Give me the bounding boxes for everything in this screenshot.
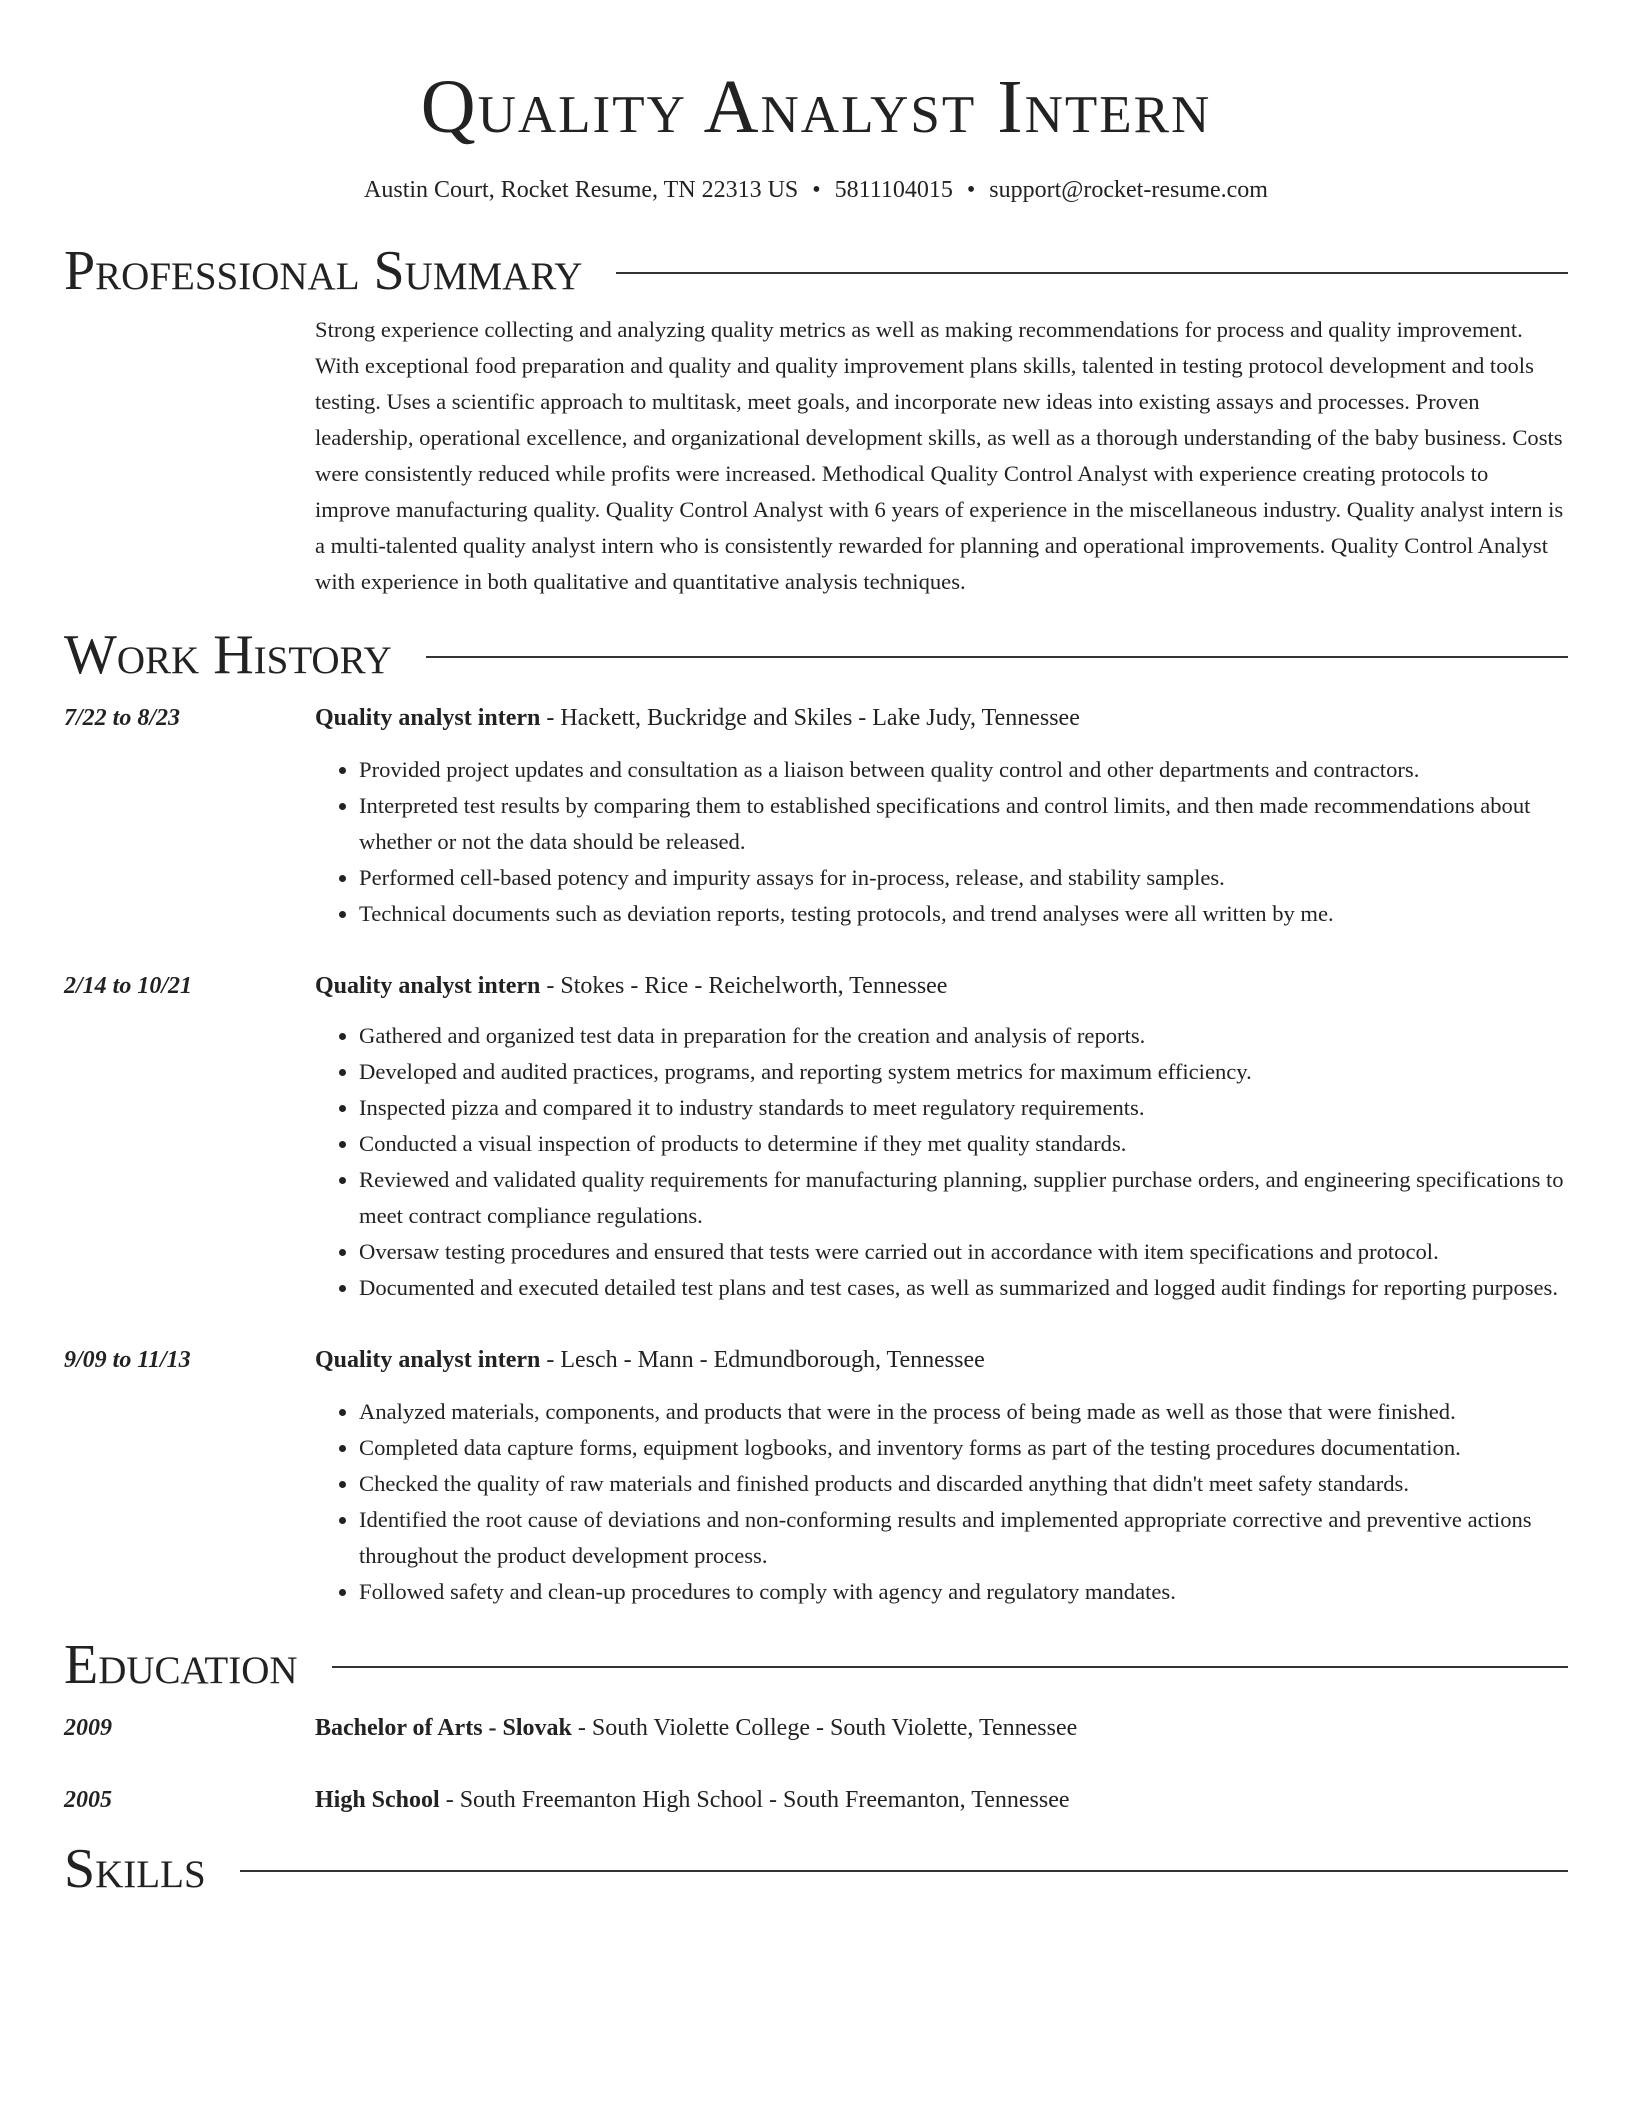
- job-details: - Hackett, Buckridge and Skiles - Lake Judy, Tennessee: [540, 705, 1080, 731]
- education-details: - South Freemanton High School - South Freemanton, Tennessee: [439, 1787, 1070, 1813]
- job-bullets: [315, 752, 1568, 932]
- job-bullet: • Documented and executed detailed test plans and test cases, as well as summarized and logged audit findings for reporting purposes.: [359, 1270, 1568, 1306]
- job-bullet: • Identified the root cause of deviations and non-conforming results and implemented appropriate corrective and preventive actions throughout the product development process.: [359, 1502, 1568, 1574]
- section-header-education: [64, 1634, 1568, 1696]
- resume-page: [64, 0, 1568, 1900]
- job-details: - Lesch - Mann - Edmundborough, Tennessee: [540, 1347, 985, 1373]
- section-header-work: [64, 624, 1568, 686]
- education-details: - South Violette College - South Violette, Tennessee: [571, 1715, 1078, 1741]
- job-bullet: • Technical documents such as deviation reports, testing protocols, and trend analyses were all written by me.: [359, 896, 1568, 932]
- job-body: [315, 970, 1568, 1306]
- education-year: 2009: [64, 1715, 112, 1741]
- job-bullet: • Gathered and organized test data in preparation for the creation and analysis of reports.: [359, 1018, 1568, 1054]
- job-heading: [315, 970, 1568, 1002]
- job-bullet: • Oversaw testing procedures and ensured that tests were carried out in accordance with item specifications and protocol.: [359, 1234, 1568, 1270]
- section-divider: [240, 1870, 1568, 1872]
- job-bullets: [315, 1394, 1568, 1610]
- section-title-education: Education: [64, 1634, 298, 1696]
- contact-separator: •: [812, 177, 821, 203]
- job-bullet: • Developed and audited practices, programs, and reporting system metrics for maximum efficiency.: [359, 1054, 1568, 1090]
- education-entry: [64, 1784, 1568, 1816]
- job-bullet: • Inspected pizza and compared it to industry standards to meet regulatory requirements.: [359, 1090, 1568, 1126]
- job-role: Quality analyst intern: [315, 973, 541, 999]
- job-role: Quality analyst intern: [315, 1347, 541, 1373]
- job-entry: [64, 702, 1568, 932]
- resume-name: Quality Analyst Intern: [420, 65, 1212, 149]
- section-header-summary: [64, 240, 1568, 302]
- job-role: Quality analyst intern: [315, 705, 541, 731]
- job-dates: 7/22 to 8/23: [64, 705, 181, 731]
- job-heading: [315, 1344, 1568, 1376]
- education-entry: [64, 1712, 1568, 1744]
- job-heading: [315, 702, 1568, 734]
- job-details: - Stokes - Rice - Reichelworth, Tennessee: [540, 973, 948, 999]
- job-bullets: [315, 1018, 1568, 1306]
- contact-line: [64, 174, 1568, 206]
- job-bullet: • Reviewed and validated quality requirements for manufacturing planning, supplier purchase orders, and engineering specifications to meet contract compliance regulations.: [359, 1162, 1568, 1234]
- section-divider: [426, 656, 1568, 658]
- education-heading: [315, 1784, 1070, 1816]
- job-bullet: • Analyzed materials, components, and products that were in the process of being made as well as those that were finished.: [359, 1394, 1568, 1430]
- job-dates: 2/14 to 10/21: [64, 973, 193, 999]
- section-title-summary: Professional Summary: [64, 240, 583, 302]
- section-header-skills: [64, 1838, 1568, 1900]
- job-dates: 9/09 to 11/13: [64, 1347, 191, 1373]
- section-divider: [332, 1666, 1568, 1668]
- contact-address: Austin Court, Rocket Resume, TN 22313 US: [364, 177, 799, 203]
- job-bullet: • Completed data capture forms, equipment logbooks, and inventory forms as part of the testing procedures documentation.: [359, 1430, 1568, 1466]
- education-degree: High School: [315, 1787, 440, 1813]
- job-entry: [64, 1344, 1568, 1610]
- job-entry: [64, 970, 1568, 1306]
- education-heading: [315, 1712, 1077, 1744]
- contact-separator: •: [966, 177, 976, 203]
- job-bullet: • Followed safety and clean-up procedures to comply with agency and regulatory mandates.: [359, 1574, 1568, 1610]
- education-year: 2005: [64, 1787, 112, 1813]
- section-title-skills: Skills: [64, 1838, 206, 1900]
- section-divider: [616, 272, 1568, 274]
- job-body: [315, 702, 1568, 932]
- job-body: [315, 1344, 1568, 1610]
- section-title-work: Work History: [64, 624, 392, 686]
- summary-text: Strong experience collecting and analyzing quality metrics as well as making recommendations for process and quality improvement. With exceptional food preparation and quality and quality improvement plans skills, talented in testing protocol development and tools testing. Uses a scientific approach to multitask, meet goals, and incorporate new ideas into existing assays and processes. Proven leadership, operational excellence, and organizational development skills, as well as a thorough understanding of the baby business. Costs were consistently reduced while profits were increased. Methodical Quality Control Analyst with experience creating protocols to improve manufacturing quality. Quality Control Analyst with 6 years of experience in the miscellaneous industry. Quality analyst intern is a multi-talented quality analyst intern who is consistently rewarded for planning and operational improvements. Quality Control Analyst with experience in both qualitative and quantitative analysis techniques.: [315, 317, 1564, 594]
- contact-email: support@rocket-resume.com: [989, 177, 1268, 203]
- education-degree: Bachelor of Arts - Slovak: [315, 1715, 572, 1741]
- job-bullet: • Conducted a visual inspection of products to determine if they met quality standards.: [359, 1126, 1568, 1162]
- job-bullet: • Performed cell-based potency and impurity assays for in-process, release, and stability samples.: [359, 860, 1568, 896]
- job-bullet: • Checked the quality of raw materials and finished products and discarded anything that didn't meet safety standards.: [359, 1466, 1568, 1502]
- job-bullet: • Provided project updates and consultation as a liaison between quality control and other departments and contractors.: [359, 752, 1568, 788]
- contact-phone: 5811104015: [834, 177, 953, 203]
- job-bullet: • Interpreted test results by comparing them to established specifications and control limits, and then made recommendations about whether or not the data should be released.: [359, 788, 1568, 860]
